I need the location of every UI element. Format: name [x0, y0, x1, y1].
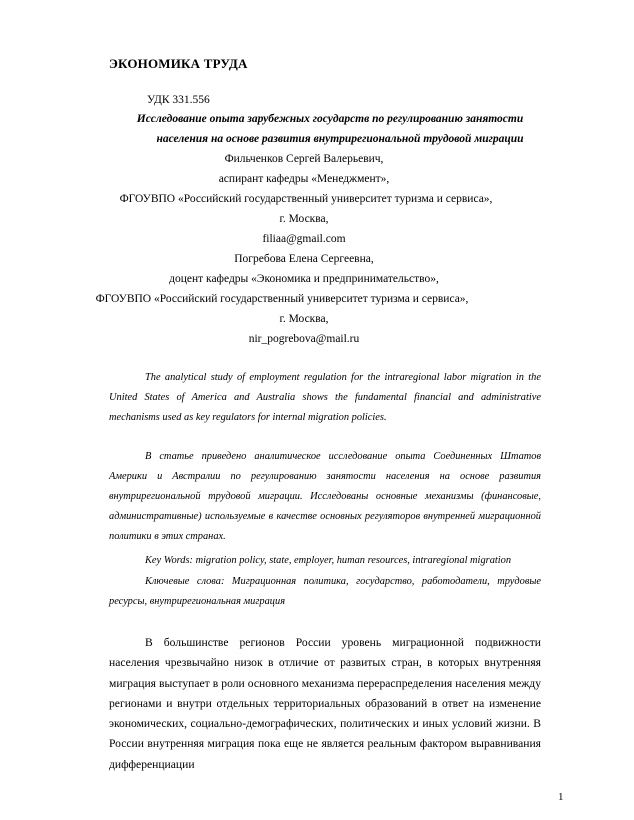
author-1-email: filiaa@gmail.com [262, 233, 346, 245]
author-1-city: г. Москва, [279, 213, 329, 225]
author-2-city: г. Москва, [279, 313, 329, 325]
author-2-email: nir_pogrebova@mail.ru [248, 333, 360, 345]
author-2-position: доцент кафедры «Экономика и предпринимательство», [169, 273, 439, 285]
abstract-russian: В статье приведено аналитическое исследование опыта Соединенных Штатов Америки и Австралии по регулированию занятости населения на основе развития внутрирегиональной трудовой миграции. Исследованы основные механизмы (финансовые, административные) используемые в качестве основных регуляторов внутренней миграционной политики в этих странах. [109, 451, 541, 542]
abstract-english: The analytical study of employment regulation for the intraregional labor migration in the United States of America and Australia shows the fundamental financial and administrative mechanisms used as key regulators for internal migration policies. [109, 372, 541, 423]
article-title-line-2: населения на основе развития внутрирегиональной трудовой миграции [156, 133, 524, 145]
author-2-organization: ФГОУВПО «Российский государственный университет туризма и сервиса», [95, 293, 469, 305]
author-2-name: Погребова Елена Сергеевна, [234, 253, 374, 265]
keywords-english: Key Words: migration policy, state, employer, human resources, intraregional migration [145, 555, 512, 566]
body-paragraph: В большинстве регионов России уровень миграционной подвижности населения чрезвычайно низок в отличие от развитых стран, в которых внутренняя миграция выступает в роли основного механизма перераспределения населения между регионами и внутри отдельных территориальных образований в ответ на изменение экономических, социально-демографических, политических и иных условий жизни. В России внутренняя миграция пока еще не является реальным фактором выравнивания дифференциации [109, 636, 541, 771]
author-1-name: Фильченков Сергей Валерьевич, [224, 153, 384, 165]
article-title-line-1: Исследование опыта зарубежных государств по регулированию занятости [136, 113, 524, 125]
author-1-position: аспирант кафедры «Менеджмент», [218, 173, 390, 185]
section-heading: ЭКОНОМИКА ТРУДА [109, 56, 248, 71]
keywords-russian: Ключевые слова: Миграционная политика, государство, работодатели, трудовые ресурсы, внутрирегиональная миграция [109, 576, 541, 607]
author-1-organization: ФГОУВПО «Российский государственный университет туризма и сервиса», [119, 193, 493, 205]
udk-code: УДК 331.556 [147, 94, 210, 106]
page-number: 1 [558, 791, 564, 803]
